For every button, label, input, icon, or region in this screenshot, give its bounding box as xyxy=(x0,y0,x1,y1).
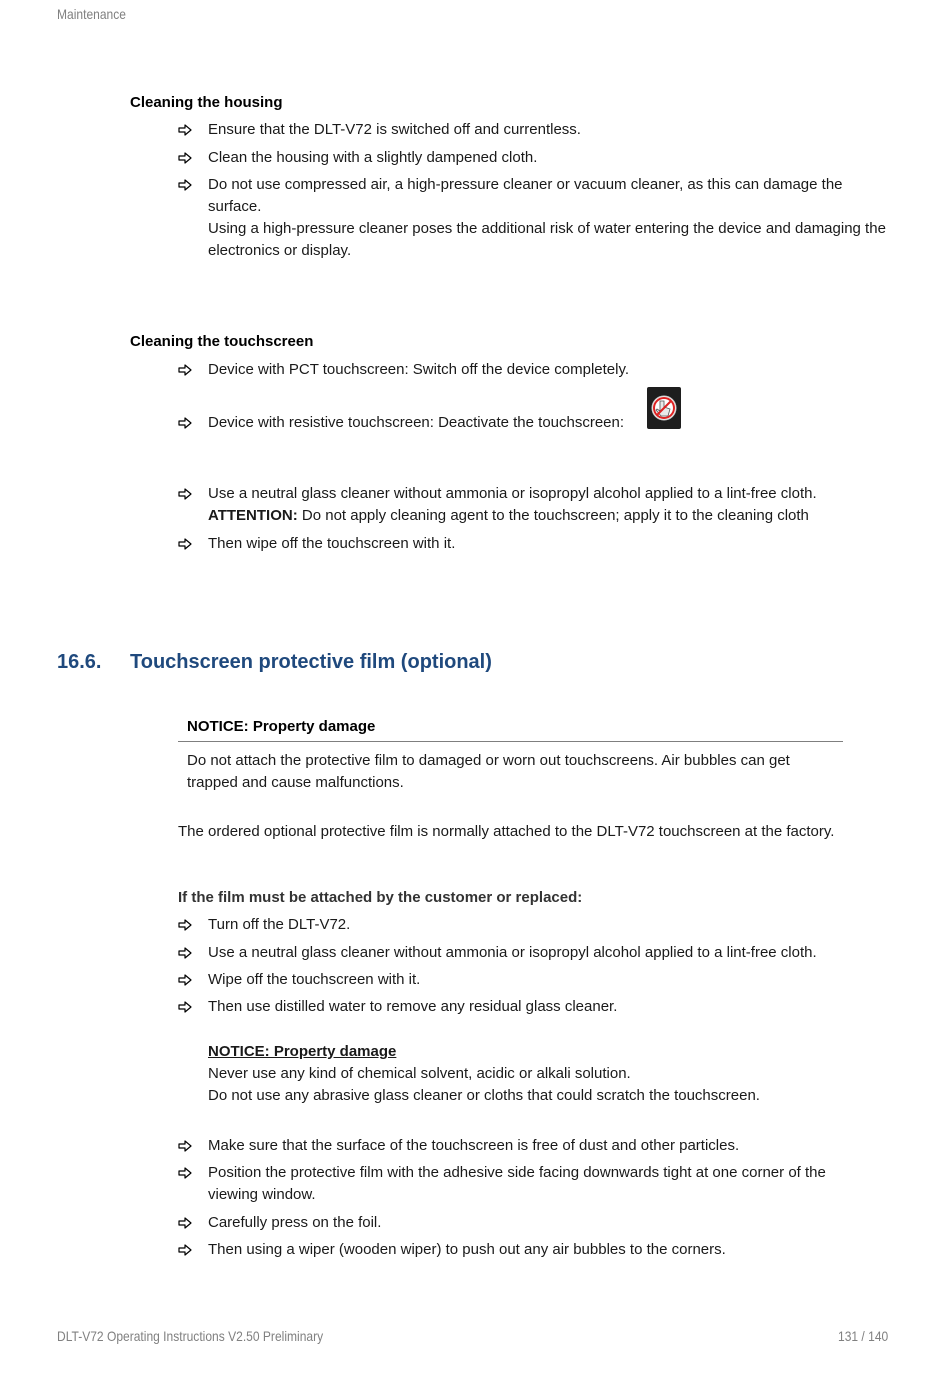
bullet-text: Then wipe off the touchscreen with it. xyxy=(208,535,456,552)
list-item xyxy=(178,412,898,434)
section-title: Touchscreen protective film (optional) xyxy=(130,651,492,673)
attention-text: Do not apply cleaning agent to the touchscreen; apply it to the cleaning cloth xyxy=(297,507,809,524)
inline-notice-heading: NOTICE: Property damage xyxy=(208,1043,397,1060)
customer-heading: If the film must be attached by the customer or replaced: xyxy=(178,889,583,906)
list-item xyxy=(178,483,898,527)
arrow-right-icon xyxy=(178,359,194,381)
inline-notice xyxy=(208,1041,898,1107)
footer-page-number: 131 / 140 xyxy=(838,1328,889,1344)
list-item xyxy=(178,359,898,381)
bullet-text: Wipe off the touchscreen with it. xyxy=(208,971,421,988)
bullet-text-continuation: Using a high-pressure cleaner poses the additional risk of water entering the device and damaging the electronics or display. xyxy=(208,220,886,259)
bullet-text: Use a neutral glass cleaner without ammonia or isopropyl alcohol applied to a lint-free cloth. xyxy=(208,944,817,961)
arrow-right-icon xyxy=(178,914,194,936)
bullet-text: Then using a wiper (wooden wiper) to push out any air bubbles to the corners. xyxy=(208,1241,726,1258)
arrow-right-icon xyxy=(178,1239,194,1261)
section-number: 16.6. xyxy=(57,651,102,673)
arrow-right-icon xyxy=(178,1212,194,1234)
arrow-right-icon xyxy=(178,996,194,1018)
notice-text: Do not attach the protective film to damaged or worn out touchscreens. Air bubbles can get trapped and cause malfunctions. xyxy=(187,752,790,791)
bullet-text: Make sure that the surface of the touchscreen is free of dust and other particles. xyxy=(208,1137,740,1154)
bullet-text: Use a neutral glass cleaner without ammonia or isopropyl alcohol applied to a lint-free cloth. xyxy=(208,485,817,502)
list-item xyxy=(178,969,898,991)
touchscreen-heading: Cleaning the touchscreen xyxy=(130,333,314,350)
list-item xyxy=(178,147,898,169)
bullet-text: Do not use compressed air, a high-pressure cleaner or vacuum cleaner, as this can damage the surface. xyxy=(208,176,843,215)
arrow-right-icon xyxy=(178,1162,194,1184)
bullet-text: Carefully press on the foil. xyxy=(208,1214,382,1231)
list-item xyxy=(178,996,898,1018)
bullet-text: Position the protective film with the adhesive side facing downwards tight at one corner of the viewing window. xyxy=(208,1164,826,1203)
bullet-text: Clean the housing with a slightly dampened cloth. xyxy=(208,149,538,166)
list-item xyxy=(178,1239,898,1261)
inline-notice-line: Never use any kind of chemical solvent, acidic or alkali solution. xyxy=(208,1065,631,1082)
arrow-right-icon xyxy=(178,483,194,505)
housing-heading: Cleaning the housing xyxy=(130,94,283,111)
list-item xyxy=(178,119,898,141)
notice-divider xyxy=(178,741,843,742)
list-item xyxy=(178,1162,898,1206)
arrow-right-icon xyxy=(178,147,194,169)
arrow-right-icon xyxy=(178,174,194,196)
bullet-text: Device with PCT touchscreen: Switch off the device completely. xyxy=(208,361,630,378)
list-item xyxy=(178,533,898,555)
running-header: Maintenance xyxy=(57,6,126,22)
inline-notice-line: Do not use any abrasive glass cleaner or cloths that could scratch the touchscreen. xyxy=(208,1087,760,1104)
arrow-right-icon xyxy=(178,969,194,991)
touch-disabled-icon xyxy=(647,387,681,429)
bullet-text: Ensure that the DLT-V72 is switched off and currentless. xyxy=(208,121,581,138)
arrow-right-icon xyxy=(178,533,194,555)
notice-heading: NOTICE: Property damage xyxy=(187,718,376,735)
arrow-right-icon xyxy=(178,119,194,141)
arrow-right-icon xyxy=(178,942,194,964)
footer-doc-title: DLT-V72 Operating Instructions V2.50 Preliminary xyxy=(57,1328,324,1344)
list-item xyxy=(178,942,898,964)
list-item xyxy=(178,1212,898,1234)
bullet-text: Then use distilled water to remove any residual glass cleaner. xyxy=(208,998,618,1015)
attention-label: ATTENTION: xyxy=(208,507,298,524)
bullet-text: Turn off the DLT-V72. xyxy=(208,916,351,933)
attention-line xyxy=(208,505,898,527)
list-item xyxy=(178,1135,898,1157)
intro-paragraph: The ordered optional protective film is normally attached to the DLT-V72 touchscreen at the factory. xyxy=(178,823,835,840)
list-item xyxy=(178,174,898,262)
arrow-right-icon xyxy=(178,412,194,434)
bullet-text: Device with resistive touchscreen: Deactivate the touchscreen: xyxy=(208,414,625,431)
list-item xyxy=(178,914,898,936)
arrow-right-icon xyxy=(178,1135,194,1157)
